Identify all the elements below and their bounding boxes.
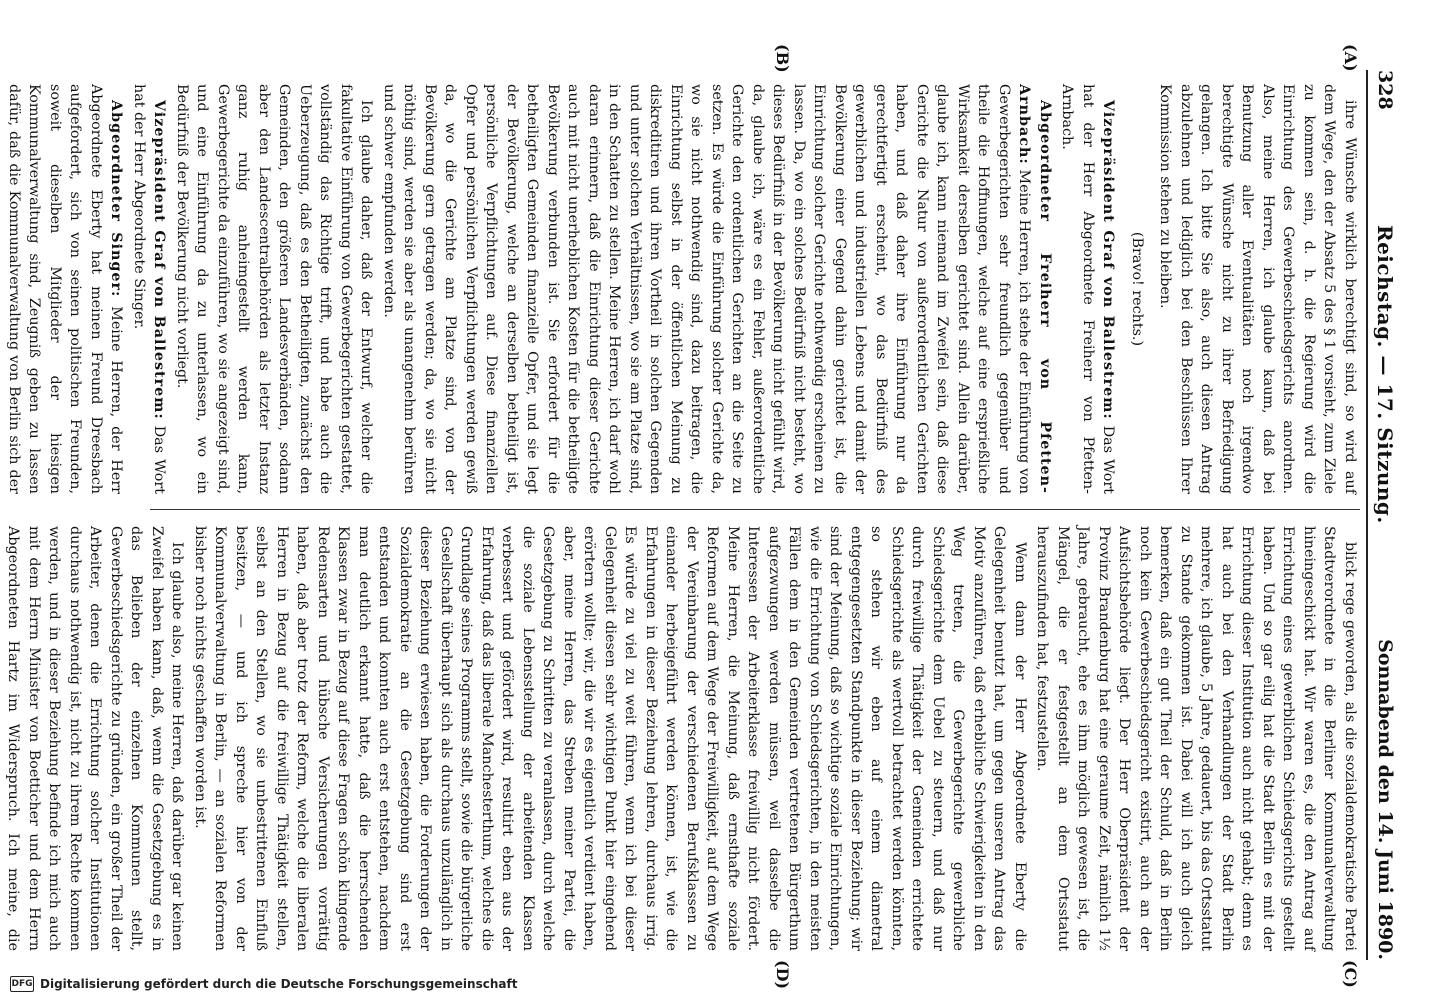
text-paragraph: ihre Wünsche wirklich berechtigt sind, so wird auf dem Wege, den der Absatz 5 des § 1 vorsieht, zum Ziele zu kommen sein, d. h. die Regierung wird die Einrichtung des Gewerbeschiedsgerichts anordnen. Also, meine Herren, ich glaube kaum, daß bei Benutzung aller Eventualitäten noch irgendwo berechtigte Wünsche nicht zu ihrer Befriedigung gelangen. Ich bitte Sie also, auch diesen Antrag abzulehnen und lediglich bei den Beschlüssen Ihrer Kommission stehen zu bleiben. bbox=[1157, 84, 1358, 494]
speech-paragraph bbox=[0, 84, 127, 494]
margin-mark-d: (D) bbox=[773, 960, 792, 990]
page-title: Reichstag. — 17. Sitzung. bbox=[1373, 224, 1397, 524]
page-header bbox=[1366, 70, 1402, 960]
speech-text: Meine Herren, der Herr Abgeordnete Eberty hat meinen Freund Dreesbach aufgefordert, sich von seinen politischen Freunden, soweit dieselben Mitglieder der hiesigen Kommunalverwaltung sind, Zeugniß geben zu lassen dafür, daß die Kommunalverwaltung von Berlin sich der bbox=[6, 84, 125, 494]
session-date: Sonnabend den 14. Juni 1890. bbox=[1374, 639, 1396, 960]
text-paragraph: Ich glaube daher, daß der Entwurf, welcher die fakultative Einführung von Gewerbegerichten gestattet, vollständig das Richtige trifft, und habe auch die Ueberzeugung, daß es den Betheiligten, zunächst den Gemeinden, den größeren Landesverbänden, sodann aber den Landescentralbehörden als letzter Instanz ganz ruhig anheimgestellt werden kann, Gewerbegerichte da einzuführen, wo sie angezeigt sind, und eine Einführung da zu unterlassen, wo ein Bedürfniß der Bevölkerung nicht vorliegt. bbox=[174, 84, 375, 494]
speaker-name: Vizepräsident Graf von Ballestrem: bbox=[1100, 100, 1117, 420]
margin-mark-b: (B) bbox=[773, 44, 792, 73]
left-text-column bbox=[6, 84, 1360, 494]
speech-paragraph bbox=[379, 84, 1056, 494]
footer-credit bbox=[10, 976, 517, 992]
margin-mark-c: (C) bbox=[1341, 960, 1360, 988]
speech-text: Das Wort hat der Herr Abgeordnete Singer. bbox=[131, 84, 168, 494]
speech-text: Das Wort hat der Herr Abgeordnete Freiherr von Pfetten-Arnbach. bbox=[1059, 84, 1117, 494]
speech-text: Meine Herren, ich stehe der Einführung von Gewerbegerichten sehr freundlich gegenüber und theile die Hoffnungen, welche auf eine ersprießliche Wirksamkeit derselben gerichtet sind. Allein darüber, glaube ich, kann niemand im Zweifel sein, daß diese Gerichte die Natur von außerordentlichen Gerichten haben, und daß daher ihre Einführung nur da gerechtfertigt erscheint, wo das Bedürfniß des gewerblichen und industriellen Lebens und damit der Bevölkerung einer Gegend dahin gerichtet ist, die Einrichtung solcher Gerichte nothwendig erscheinen zu lassen. Da, wo ein solches Bedürfniß nicht besteht, wo dieses Bedürfniß in der Bevölkerung nicht gefühlt wird, da, glaube ich, wäre es ein Fehler, außerordentliche Gerichte den ordentlichen Gerichten an die Seite zu setzen. Es würde die Einführung solcher Gerichte da, wo sie nicht nothwendig sind, dazu beitragen, die Einrichtung selbst in der öffentlichen Meinung zu diskreditiren und ihren Vortheil in solchen Gegenden und unter solchen Verhältnissen, wo sie am Platze sind, in den Schatten zu stellen. Meine Herren, ich darf wohl daran erinnern, daß die Einrichtung dieser Gerichte auch mit nicht unerheblichen Kosten für die betheiligte Bevölkerung verbunden ist. Sie erfordert für die betheiligten Gemeinden finanzielle Opfer, und sie legt der Bevölkerung, welche an derselben betheiligt ist, persönliche Verpflichtungen auf. Diese finanziellen Opfer und persönlichen Verpflichtungen werden gewiß da, wo die Gerichte am Platze sind, von der Bevölkerung gern getragen werden; da, wo sie nicht nöthig sind, werden sie aber als unangenehm berühren und schwer empfunden werden. bbox=[381, 84, 1033, 494]
stage-direction: (Bravo! rechts.) bbox=[1129, 231, 1145, 347]
text-paragraph: Ich glaube also, meine Herren, daß darüber gar keinen Zweifel haben kann, daß, wenn die Gesetzgebung es in das Belieben der einzelnen Kommunen stellt, Gewerbeschiedsgerichte zu gründen, ein großer Theil der Arbeiter, denen die Errichtung solcher Institutionen durchaus nothwendig ist, nicht zu ihrem Rechte kommen werden, und in dieser Beziehung befinde ich mich auch mit dem Herrn Minister von Boetticher und dem Herrn Abgeordneten Hartz im Widerspruch. Ich meine, die bbox=[5, 526, 186, 951]
speaker-name: Abgeordneter Freiherr von Pfetten-Arnbach: bbox=[1016, 84, 1053, 494]
column-divider bbox=[150, 509, 1360, 510]
speaker-name: Vizepräsident Graf von Ballestrem: bbox=[151, 100, 168, 420]
footer-text: Digitalisierung gefördert durch die Deutsche Forschungsgemeinschaft bbox=[40, 977, 518, 991]
page-number: 328 bbox=[1374, 70, 1396, 110]
speaker-name: Abgeordneter Singer: bbox=[108, 100, 125, 298]
speech-paragraph bbox=[1057, 84, 1119, 494]
text-paragraph: blick rege geworden, als die sozialdemokratische Partei Stadtverordnete in die Berliner Kommunalverwaltung hineingeschickt hat. Wir waren es, die den Antrag auf Errichtung eines gewerblichen Schiedsgerichts gestellt haben. Und so gar eilig hat die Stadt Berlin es mit der Errichtung dieser Institution auch nicht gehabt; denn es hat auch bei den Verhandlungen der Stadt Berlin mehrere, ich glaube, 5 Jahre, gedauert, bis das Ortsstatut zu Stande gekommen ist. Dabei will ich auch gleich bemerken, daß ein gut Theil der Schuld, daß in Berlin noch kein Gewerbeschiedsgericht existirt, auch an der Aufsichtsbehörde liegt. Der Herr Oberpräsident der Provinz Brandenburg hat eine geraume Zeit, nämlich 1½ Jahre, gebraucht, ehe es ihm möglich gewesen ist, die Mängel, die er festgestellt an dem Ortsstatut herauszufinden hat, festzustellen. bbox=[1034, 526, 1358, 951]
dfg-logo-icon: DFG bbox=[10, 976, 34, 992]
margin-mark-a: (A) bbox=[1341, 44, 1360, 72]
speech-paragraph bbox=[129, 84, 170, 494]
right-text-column bbox=[5, 526, 1360, 951]
text-paragraph: Wenn dann der Herr Abgeordnete Eberty die Gelegenheit benutzt hat, um gegen unseren Antrag das Motiv anzuführen, daß erhebliche Schwierigkeiten in den Weg treten, die Gewerbegerichte gewerbliche Schiedsgerichte dem Uebel zu steuern, und daß nur durch freiwillige Thätigkeit der Gemeinden errichtete Schiedsgerichte als wertvoll betrachtet werden könnten, so stehen wir eben auf einem diametral entgegengesetzten Standpunkte in dieser Beziehung; wir sind der Meinung, daß so wichtige soziale Einrichtungen, wie die Errichtung von Schiedsgerichten, in den meisten Fällen dem in den Gemeinden vertretenen Bürgerthum aufgezwungen werden müssen, weil dasselbe die Interessen der Arbeiterklasse freiwillig nicht fördert. Meine Herren, die Meinung, daß ernsthafte soziale Reformen auf dem Wege der Freiwilligkeit, auf dem Wege der Vereinbarung der verschiedenen Berufsklassen zu einander herbeigeführt werden können, ist, wie die Erfahrungen in dieser Beziehung lehren, durchaus irrig. Es würde zu viel zu weit führen, wenn ich bei dieser Gelegenheit diesen sehr wichtigen Punkt hier eingehend erörtern wollte; wir, die wir es eigentlich verdient haben, aber, meine Herren, das Streben meiner Partei, die Gesetzgebung zu Schritten zu veranlassen, durch welche die soziale Lebensstellung der arbeitenden Klassen verbessert und gefördert wird, resultirt eben aus der Erfahrung, daß das liberale Manchesterthum, welches die Grundlage seines Programms stellt, sowie die bürgerliche Gesellschaft überhaupt sich als durchaus unzulänglich in dieser Beziehung erwiesen haben, die Forderungen der Sozialdemokratie an die Gesetzgebung sind erst entstanden und konnten auch erst entstehen, nachdem man deutlich erkannt hatte, daß die herrschenden Klassen zwar in Bezug auf diese Fragen schön klingende Redensarten und hübsche Versicherungen vorrättig haben, daß aber trotz der Reform, welche die liberalen Herren in Bezug auf die freiwillige Thätigkeit stellen, selbst an den Stellen, wo sie unbestrittenen Einfluß besitzen, — und ich spreche hier von der Kommunalverwaltung in Berlin, — an sozialen Reformen bisher noch nichts geschaffen worden ist. bbox=[192, 526, 1028, 951]
